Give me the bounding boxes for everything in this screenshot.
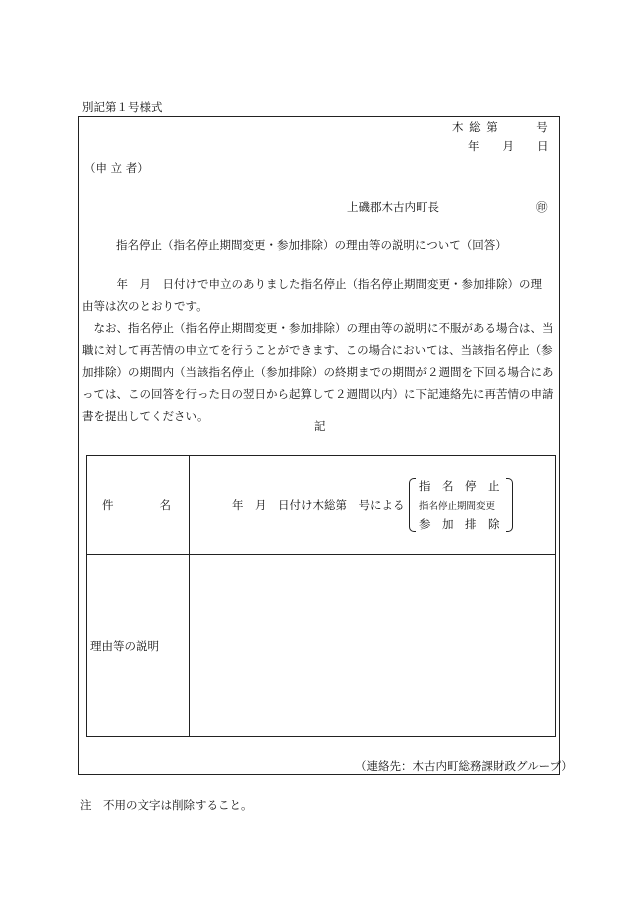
option-exclusion: 参 加 排 除 <box>419 517 500 531</box>
body-line: 職に対して再苦情の申立てを行うことができます、この場合においては、当該指名停止（参 <box>82 343 553 357</box>
table-row-divider <box>87 554 555 555</box>
body-line: なお、指名停止（指名停止期間変更・参加排除）の理由等の説明に不服がある場合は、当 <box>82 321 554 335</box>
body-line: 年 月 日付けで申立のありました指名停止（指名停止期間変更・参加排除）の理 <box>82 277 542 291</box>
body-line: っては、この回答を行った日の翌日から起算して２週間以内）に下記連絡先に再苦情の申請 <box>82 387 554 401</box>
document-number: 木 総 第 号 <box>452 120 549 134</box>
left-brace <box>409 478 416 532</box>
applicant-label: （申 立 者） <box>84 161 149 175</box>
option-suspension: 指 名 停 止 <box>419 479 500 493</box>
body-line: 書を提出してください。 <box>82 409 209 423</box>
option-period-change: 指名停止期間変更 <box>419 501 496 512</box>
right-brace <box>506 478 513 532</box>
footnote: 注 不用の文字は削除すること。 <box>80 798 253 812</box>
form-label: 別記第１号様式 <box>82 100 163 114</box>
document-title: 指名停止（指名停止期間変更・参加排除）の理由等の説明について（回答） <box>116 238 507 252</box>
table-column-divider <box>189 456 190 736</box>
issuer-name: 上磯郡木古内町長 <box>347 200 439 214</box>
seal-mark: ㊞ <box>536 200 548 214</box>
subject-text: 年 月 日付け木総第 号による <box>232 498 405 512</box>
body-text <box>82 273 556 427</box>
reason-label: 理由等の説明 <box>90 639 159 653</box>
ki-heading: 記 <box>314 419 326 433</box>
reply-date: 年 月 日 <box>468 139 549 153</box>
body-line: 加排除）の期間内（当該指名停止（参加排除）の終期までの期間が２週間を下回る場合にあ <box>82 365 554 379</box>
subject-label: 件 名 <box>102 498 171 512</box>
body-line: 由等は次のとおりです。 <box>82 299 208 313</box>
contact-info: （連絡先：木古内町総務課財政グループ） <box>355 759 573 773</box>
